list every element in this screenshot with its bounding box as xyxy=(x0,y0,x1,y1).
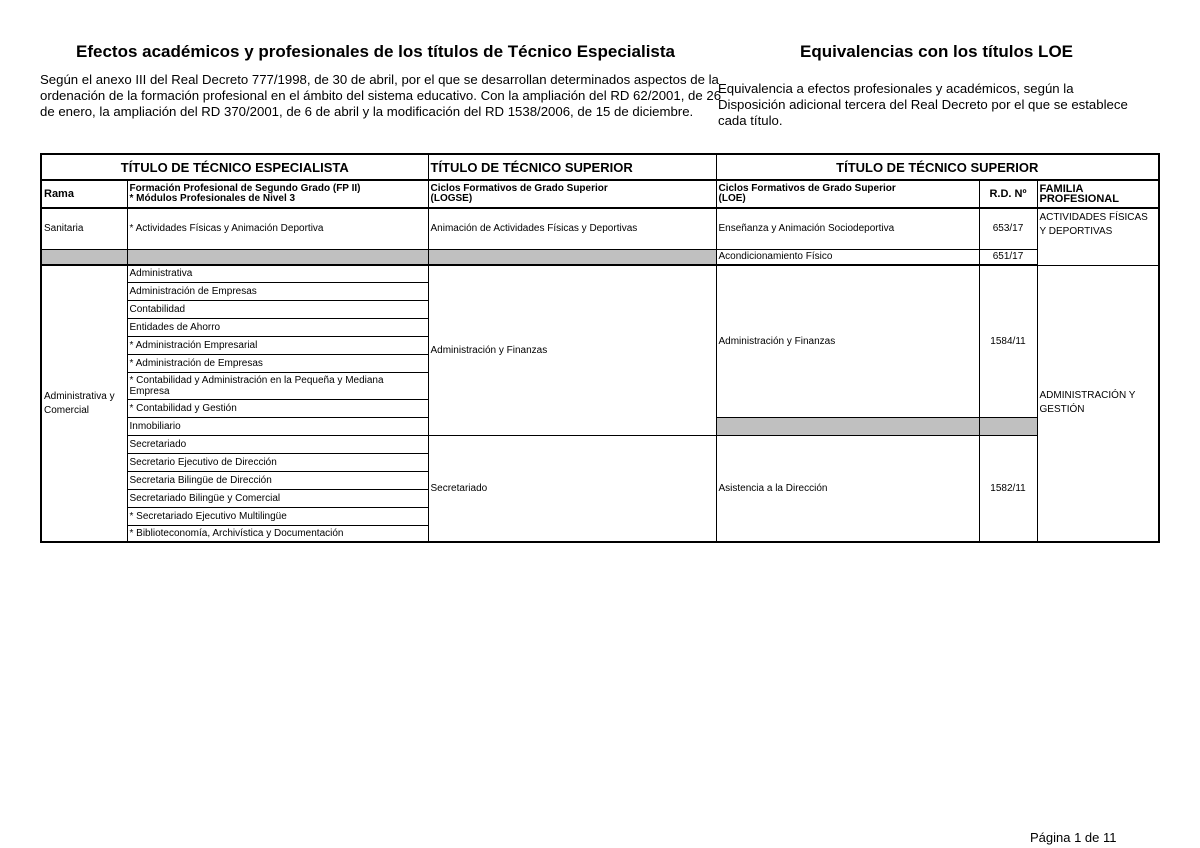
col-fp2 xyxy=(127,180,428,208)
loe-cell: Administración y Finanzas xyxy=(716,265,979,417)
empty-grey-cell xyxy=(979,417,1037,435)
fp2-item: * Secretariado Ejecutivo Multilingüe xyxy=(127,507,428,525)
rama-cell: Administrativa y Comercial xyxy=(41,265,127,542)
equivalencias-title: Equivalencias con los títulos LOE xyxy=(800,42,1074,61)
fp2-item: * Biblioteconomía, Archivística y Documentación xyxy=(127,525,428,542)
col-familia xyxy=(1037,180,1159,208)
empty-grey-cell xyxy=(41,249,127,265)
table-row xyxy=(41,208,1159,249)
section-header-row xyxy=(41,154,1159,180)
table-row xyxy=(41,249,1159,265)
loe-cell: Asistencia a la Dirección xyxy=(716,435,979,542)
equivalence-table xyxy=(40,153,1160,543)
page-title: Efectos académicos y profesionales de los títulos de Técnico Especialista xyxy=(76,42,675,61)
fp2-item: Administrativa xyxy=(127,265,428,282)
rd-cell: 1584/11 xyxy=(979,265,1037,417)
page-number: Página 1 de 11 xyxy=(1030,830,1117,845)
fp2-item: Secretaria Bilingüe de Dirección xyxy=(127,471,428,489)
familia-cell: ACTIVIDADES FÍSICAS Y DEPORTIVAS xyxy=(1037,208,1159,265)
col-loe-line1: Ciclos Formativos de Grado Superior xyxy=(718,182,896,194)
col-familia-line2: PROFESIONAL xyxy=(1039,193,1119,205)
col-logse-line1: Ciclos Formativos de Grado Superior xyxy=(430,182,608,194)
table-row xyxy=(41,265,1159,282)
rd-cell: 653/17 xyxy=(979,208,1037,249)
table-row xyxy=(41,435,1159,453)
intro-text-right: Equivalencia a efectos profesionales y académicos, según la Disposición adicional tercera del Real Decreto por el que se establece cada título. xyxy=(718,81,1128,129)
intro-text-left: Según el anexo III del Real Decreto 777/1998, de 30 de abril, por el que se desarrollan determinados aspectos de la ordenación de la formación profesional en el ámbito del sistema educativo. Con la ampliación del RD 62/2001, de 26 de enero, la ampliación del RD 370/2001, de 6 de abril y la modificación del RD 1538/2006, de 15 de diciembre. xyxy=(40,72,722,120)
col-logse-line2: (LOGSE) xyxy=(430,193,473,204)
column-header-row xyxy=(41,180,1159,208)
loe-cell: Acondicionamiento Físico xyxy=(716,249,979,265)
fp2-item: * Administración Empresarial xyxy=(127,336,428,354)
fp2-item: Inmobiliario xyxy=(127,417,428,435)
col-logse xyxy=(428,180,716,208)
familia-cell: ADMINISTRACIÓN Y GESTIÓN xyxy=(1037,265,1159,542)
section-superior-loe: TÍTULO DE TÉCNICO SUPERIOR xyxy=(716,154,1159,180)
col-fp2-line2: * Módulos Profesionales de Nivel 3 xyxy=(129,193,296,204)
rd-cell: 651/17 xyxy=(979,249,1037,265)
col-loe-line2: (LOE) xyxy=(718,193,746,204)
fp2-item: * Contabilidad y Gestión xyxy=(127,399,428,417)
loe-cell: Enseñanza y Animación Sociodeportiva xyxy=(716,208,979,249)
fp2-item: Secretario Ejecutivo de Dirección xyxy=(127,453,428,471)
section-superior-logse: TÍTULO DE TÉCNICO SUPERIOR xyxy=(428,154,716,180)
empty-grey-cell xyxy=(127,249,428,265)
logse-cell: Secretariado xyxy=(428,435,716,542)
empty-grey-cell xyxy=(428,249,716,265)
col-rama: Rama xyxy=(41,180,127,208)
rd-cell: 1582/11 xyxy=(979,435,1037,542)
col-loe xyxy=(716,180,979,208)
empty-grey-cell xyxy=(716,417,979,435)
fp2-item: Contabilidad xyxy=(127,300,428,318)
logse-cell: Administración y Finanzas xyxy=(428,265,716,435)
col-fp2-line1: Formación Profesional de Segundo Grado (FP II) xyxy=(129,182,361,194)
fp2-item: Entidades de Ahorro xyxy=(127,318,428,336)
fp2-item: Administración de Empresas xyxy=(127,282,428,300)
logse-cell: Animación de Actividades Físicas y Deportivas xyxy=(428,208,716,249)
fp2-cell: * Actividades Físicas y Animación Deportiva xyxy=(127,208,428,249)
col-familia-line1: FAMILIA xyxy=(1039,182,1084,195)
col-rd: R.D. Nº xyxy=(979,180,1037,208)
fp2-item: * Administración de Empresas xyxy=(127,354,428,372)
rama-cell: Sanitaria xyxy=(41,208,127,249)
fp2-item: Secretariado Bilingüe y Comercial xyxy=(127,489,428,507)
fp2-item: Secretariado xyxy=(127,435,428,453)
fp2-item: * Contabilidad y Administración en la Pequeña y Mediana Empresa xyxy=(127,372,428,399)
section-especialista: TÍTULO DE TÉCNICO ESPECIALISTA xyxy=(41,154,428,180)
